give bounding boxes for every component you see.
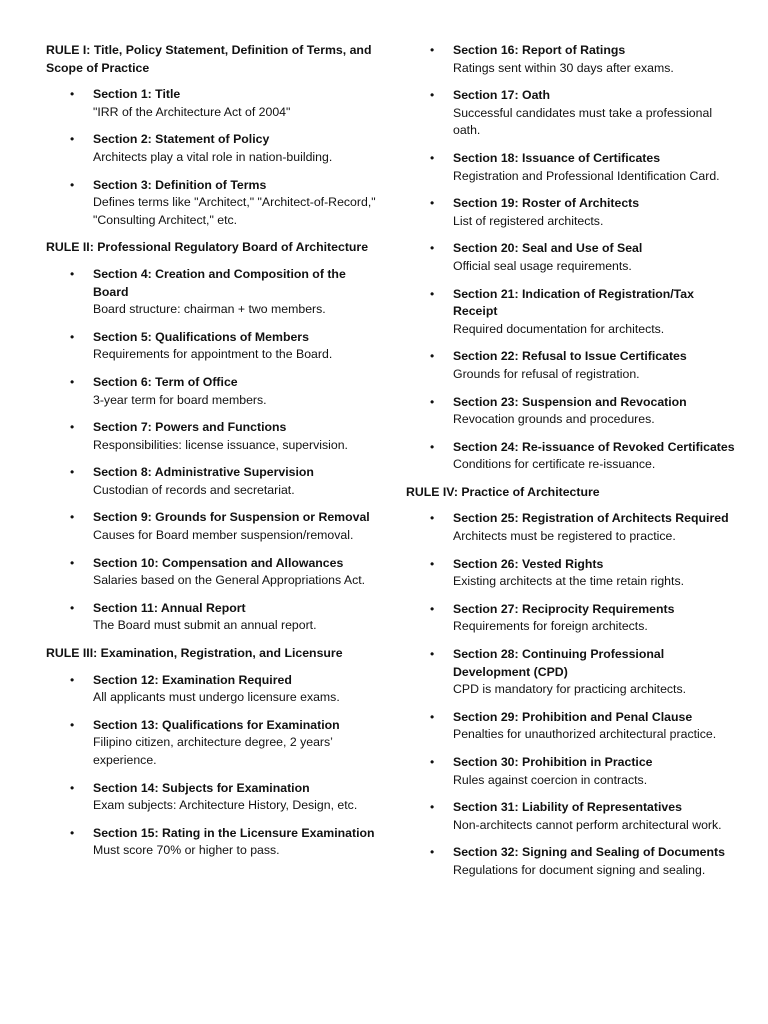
bullet-icon: •: [430, 394, 435, 409]
section-item: [46, 131, 376, 166]
rule-heading: RULE IV: Practice of Architecture: [406, 484, 600, 499]
section-item: [406, 709, 736, 744]
bullet-icon: •: [430, 845, 435, 860]
section-item: [46, 464, 376, 499]
section-item: [406, 348, 736, 383]
bullet-icon: •: [430, 241, 435, 256]
bullet-icon: •: [430, 88, 435, 103]
section-title: Section 21: Indication of Registration/Tax Receipt: [453, 286, 694, 319]
section-title: Section 3: Definition of Terms: [93, 177, 267, 192]
section-description: Salaries based on the General Appropriations Act.: [93, 573, 366, 588]
section-item: [46, 717, 376, 770]
bullet-icon: •: [430, 439, 435, 454]
section-description: Non-architects cannot perform architectural work.: [453, 817, 722, 832]
section-title: Section 31: Liability of Representatives: [453, 800, 682, 815]
section-item: [406, 601, 736, 636]
bullet-icon: •: [430, 647, 435, 662]
section-title: Section 19: Roster of Architects: [453, 196, 640, 211]
bullet-icon: •: [70, 329, 75, 344]
bullet-icon: •: [70, 510, 75, 525]
section-title: Section 28: Continuing Professional Development (CPD): [453, 647, 665, 679]
section-description: Causes for Board member suspension/removal.: [93, 528, 354, 543]
section-item: [46, 780, 376, 815]
section-list: [46, 86, 376, 229]
section-title: Section 8: Administrative Supervision: [93, 465, 314, 480]
section-title: Section 18: Issuance of Certificates: [453, 150, 661, 165]
section-item: [46, 672, 376, 707]
section-description: "IRR of the Architecture Act of 2004": [93, 104, 291, 119]
section-description: Successful candidates must take a professional oath.: [453, 105, 713, 138]
section-item: [406, 240, 736, 275]
section-title: Section 5: Qualifications of Members: [93, 329, 309, 344]
section-list: [46, 672, 376, 860]
section-item: [406, 42, 736, 77]
section-description: Rules against coercion in contracts.: [453, 772, 648, 787]
bullet-icon: •: [70, 420, 75, 435]
section-list: [406, 42, 736, 474]
section-title: Section 27: Reciprocity Requirements: [453, 601, 675, 616]
section-title: Section 14: Subjects for Examination: [93, 780, 310, 795]
bullet-icon: •: [70, 600, 75, 615]
section-description: Requirements for foreign architects.: [453, 619, 648, 634]
bullet-icon: •: [70, 825, 75, 840]
bullet-icon: •: [70, 266, 75, 281]
section-description: Official seal usage requirements.: [453, 258, 632, 273]
section-description: Conditions for certificate re-issuance.: [453, 457, 656, 472]
section-description: Ratings sent within 30 days after exams.: [453, 60, 674, 75]
section-item: [406, 754, 736, 789]
section-item: [406, 439, 736, 474]
bullet-icon: •: [430, 800, 435, 815]
bullet-icon: •: [70, 132, 75, 147]
section-item: [406, 286, 736, 339]
section-title: Section 4: Creation and Composition of the Board: [93, 266, 346, 299]
section-title: Section 2: Statement of Policy: [93, 132, 270, 147]
section-title: Section 22: Refusal to Issue Certificates: [453, 349, 687, 364]
bullet-icon: •: [70, 780, 75, 795]
bullet-icon: •: [430, 349, 435, 364]
section-item: [46, 825, 376, 860]
section-description: Custodian of records and secretariat.: [93, 482, 295, 497]
section-description: Requirements for appointment to the Board.: [93, 347, 333, 362]
section-item: [406, 646, 736, 699]
section-description: Defines terms like "Architect," "Architect-of-Record," "Consulting Architect," etc.: [93, 195, 376, 227]
section-title: Section 24: Re-issuance of Revoked Certificates: [453, 439, 735, 454]
section-item: [46, 419, 376, 454]
section-title: Section 32: Signing and Sealing of Documents: [453, 845, 725, 860]
bullet-icon: •: [430, 286, 435, 301]
bullet-icon: •: [70, 87, 75, 102]
bullet-icon: •: [430, 755, 435, 769]
bullet-icon: •: [70, 555, 75, 570]
section-title: Section 26: Vested Rights: [453, 556, 604, 571]
section-description: The Board must submit an annual report.: [93, 618, 317, 633]
section-description: Board structure: chairman + two members.: [93, 302, 326, 317]
section-title: Section 12: Examination Required: [93, 672, 292, 687]
bullet-icon: •: [70, 177, 75, 192]
bullet-icon: •: [430, 511, 435, 526]
bullet-icon: •: [70, 465, 75, 480]
section-description: 3-year term for board members.: [93, 392, 267, 407]
section-title: Section 16: Report of Ratings: [453, 43, 626, 57]
section-title: Section 17: Oath: [453, 88, 551, 103]
section-item: [46, 86, 376, 121]
rule-heading: RULE II: Professional Regulatory Board of Architecture: [46, 240, 369, 255]
bullet-icon: •: [70, 672, 75, 687]
section-item: [46, 177, 376, 230]
bullet-icon: •: [70, 374, 75, 389]
section-title: Section 10: Compensation and Allowances: [93, 555, 344, 570]
section-title: Section 25: Registration of Architects Required: [453, 511, 729, 526]
section-description: List of registered architects.: [453, 213, 604, 228]
section-title: Section 7: Powers and Functions: [93, 420, 287, 435]
section-description: Architects play a vital role in nation-building.: [93, 149, 333, 164]
right-column: [406, 42, 736, 890]
bullet-icon: •: [430, 709, 435, 724]
section-title: Section 20: Seal and Use of Seal: [453, 241, 643, 256]
section-description: Must score 70% or higher to pass.: [93, 843, 280, 858]
bullet-icon: •: [70, 717, 75, 732]
section-item: [46, 266, 376, 319]
section-description: Responsibilities: license issuance, supervision.: [93, 437, 348, 452]
section-item: [406, 510, 736, 545]
section-title: Section 30: Prohibition in Practice: [453, 755, 653, 769]
section-item: [46, 329, 376, 364]
section-title: Section 13: Qualifications for Examination: [93, 717, 340, 732]
section-description: Architects must be registered to practice.: [453, 529, 676, 544]
left-column: [46, 42, 376, 870]
section-list: [46, 266, 376, 635]
section-title: Section 1: Title: [93, 87, 181, 102]
section-description: Filipino citizen, architecture degree, 2 years’ experience.: [93, 735, 333, 767]
section-item: [406, 799, 736, 834]
section-description: Grounds for refusal of registration.: [453, 366, 640, 381]
section-title: Section 15: Rating in the Licensure Examination: [93, 825, 375, 840]
bullet-icon: •: [430, 196, 435, 211]
section-description: All applicants must undergo licensure exams.: [93, 690, 340, 705]
section-title: Section 29: Prohibition and Penal Clause: [453, 709, 693, 724]
section-item: [406, 556, 736, 591]
bullet-icon: •: [430, 601, 435, 616]
section-item: [406, 150, 736, 185]
section-item: [46, 555, 376, 590]
section-description: Regulations for document signing and sealing.: [453, 862, 706, 877]
section-title: Section 9: Grounds for Suspension or Removal: [93, 510, 370, 525]
section-title: Section 23: Suspension and Revocation: [453, 394, 687, 409]
section-description: Revocation grounds and procedures.: [453, 412, 655, 427]
section-item: [406, 195, 736, 230]
section-item: [406, 87, 736, 140]
section-description: Penalties for unauthorized architectural practice.: [453, 727, 717, 742]
section-item: [406, 394, 736, 429]
section-item: [46, 600, 376, 635]
section-list: [406, 510, 736, 879]
bullet-icon: •: [430, 43, 435, 57]
bullet-icon: •: [430, 150, 435, 165]
section-item: [46, 509, 376, 544]
bullet-icon: •: [430, 556, 435, 571]
section-item: [406, 844, 736, 879]
section-item: [46, 374, 376, 409]
section-description: Exam subjects: Architecture History, Design, etc.: [93, 798, 358, 813]
section-description: Existing architects at the time retain rights.: [453, 574, 685, 589]
section-description: CPD is mandatory for practicing architects.: [453, 682, 687, 697]
section-title: Section 6: Term of Office: [93, 374, 238, 389]
section-description: Registration and Professional Identification Card.: [453, 168, 720, 183]
rule-heading: RULE I: Title, Policy Statement, Definition of Terms, and Scope of Practice: [46, 43, 372, 75]
rule-heading: RULE III: Examination, Registration, and Licensure: [46, 646, 343, 661]
section-title: Section 11: Annual Report: [93, 600, 246, 615]
section-description: Required documentation for architects.: [453, 321, 665, 336]
